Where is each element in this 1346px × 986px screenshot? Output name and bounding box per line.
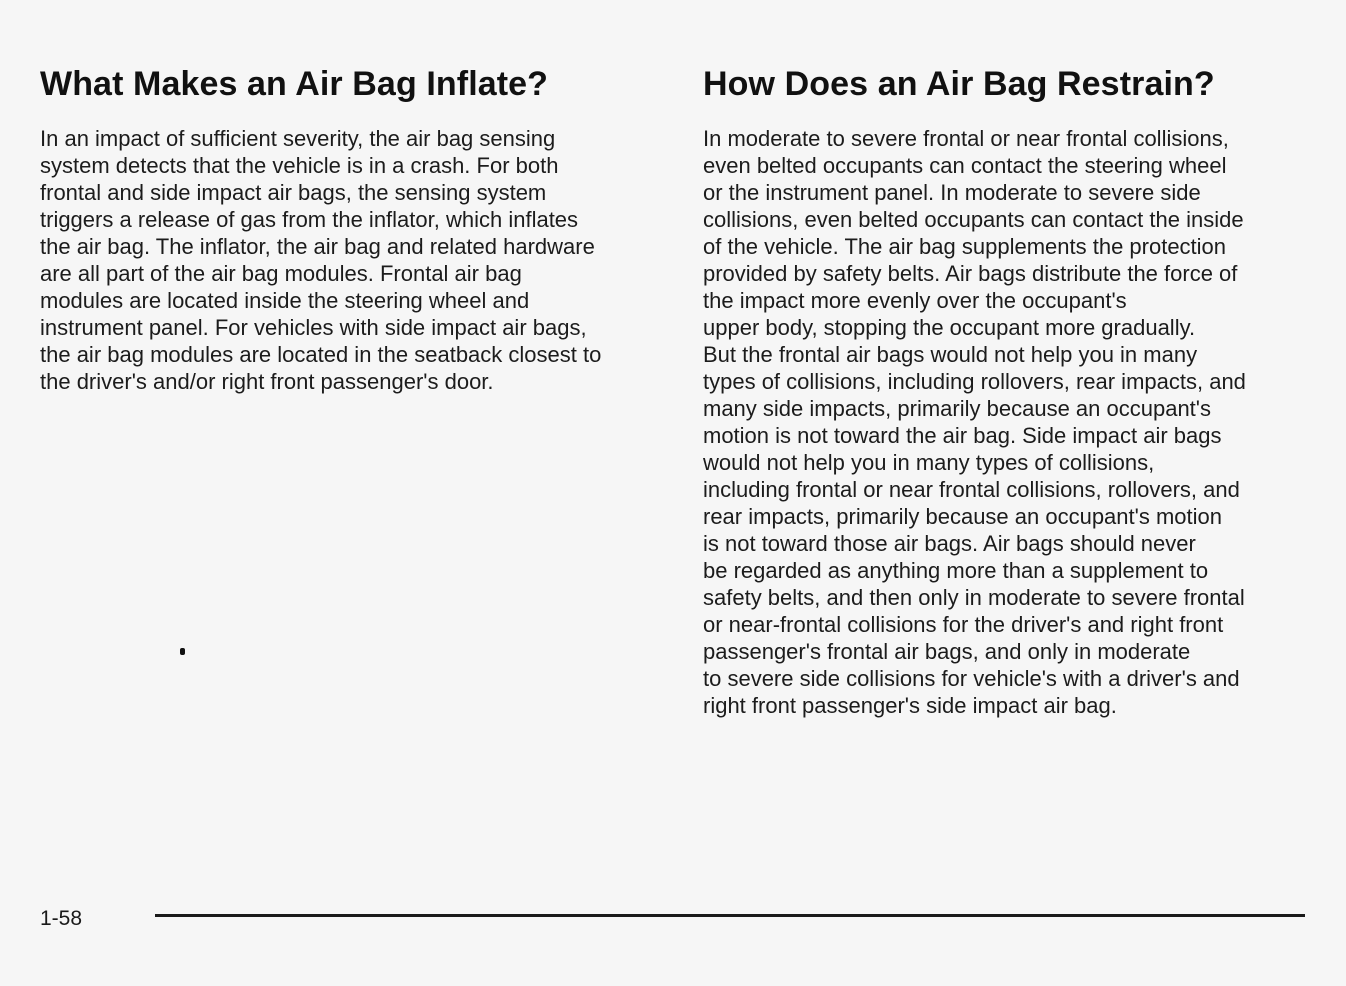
text-line: safety belts, and then only in moderate to severe frontal <box>703 585 1245 610</box>
right-column <box>703 62 1313 719</box>
text-line: system detects that the vehicle is in a crash. For both <box>40 153 559 178</box>
text-line: But the frontal air bags would not help you in many <box>703 342 1198 367</box>
text-line: In an impact of sufficient severity, the air bag sensing <box>40 126 556 151</box>
text-line: provided by safety belts. Air bags distribute the force of <box>703 261 1238 286</box>
section-heading-inflate: What Makes an Air Bag Inflate? <box>40 65 549 103</box>
text-line: or the instrument panel. In moderate to severe side <box>703 180 1201 205</box>
text-line: modules are located inside the steering wheel and <box>40 288 530 313</box>
text-line: frontal and side impact air bags, the sensing system <box>40 180 547 205</box>
text-line: the driver's and/or right front passenger's door. <box>40 369 494 394</box>
text-line: passenger's frontal air bags, and only in moderate <box>703 639 1191 664</box>
stray-ink-mark <box>180 648 185 655</box>
text-line: upper body, stopping the occupant more gradually. <box>703 315 1196 340</box>
text-line: including frontal or near frontal collisions, rollovers, and <box>703 477 1240 502</box>
text-line: the air bag modules are located in the seatback closest to <box>40 342 602 367</box>
footer-rule <box>155 914 1305 917</box>
text-line: triggers a release of gas from the inflator, which inflates <box>40 207 579 232</box>
text-line: collisions, even belted occupants can contact the inside <box>703 207 1244 232</box>
text-line: to severe side collisions for vehicle's with a driver's and <box>703 666 1240 691</box>
text-line: the impact more evenly over the occupant's <box>703 288 1127 313</box>
text-line: In moderate to severe frontal or near frontal collisions, <box>703 126 1229 151</box>
page-number: 1-58 <box>40 907 83 930</box>
text-line: of the vehicle. The air bag supplements the protection <box>703 234 1227 259</box>
text-line: right front passenger's side impact air bag. <box>703 693 1117 718</box>
text-line: would not help you in many types of collisions, <box>703 450 1155 475</box>
text-line: even belted occupants can contact the steering wheel <box>703 153 1227 178</box>
text-line: or near-frontal collisions for the driver's and right front <box>703 612 1224 637</box>
paragraph-inflate <box>40 125 660 395</box>
text-line: the air bag. The inflator, the air bag and related hardware <box>40 234 595 259</box>
text-line: is not toward those air bags. Air bags should never <box>703 531 1196 556</box>
text-line: many side impacts, primarily because an occupant's <box>703 396 1211 421</box>
text-line: be regarded as anything more than a supplement to <box>703 558 1209 583</box>
text-line: rear impacts, primarily because an occupant's motion <box>703 504 1222 529</box>
text-line: types of collisions, including rollovers, rear impacts, and <box>703 369 1246 394</box>
left-column <box>40 62 660 395</box>
section-heading-restrain: How Does an Air Bag Restrain? <box>703 65 1215 103</box>
text-line: are all part of the air bag modules. Frontal air bag <box>40 261 522 286</box>
paragraph-restrain <box>703 125 1313 719</box>
text-line: motion is not toward the air bag. Side impact air bags <box>703 423 1222 448</box>
text-line: instrument panel. For vehicles with side impact air bags, <box>40 315 587 340</box>
